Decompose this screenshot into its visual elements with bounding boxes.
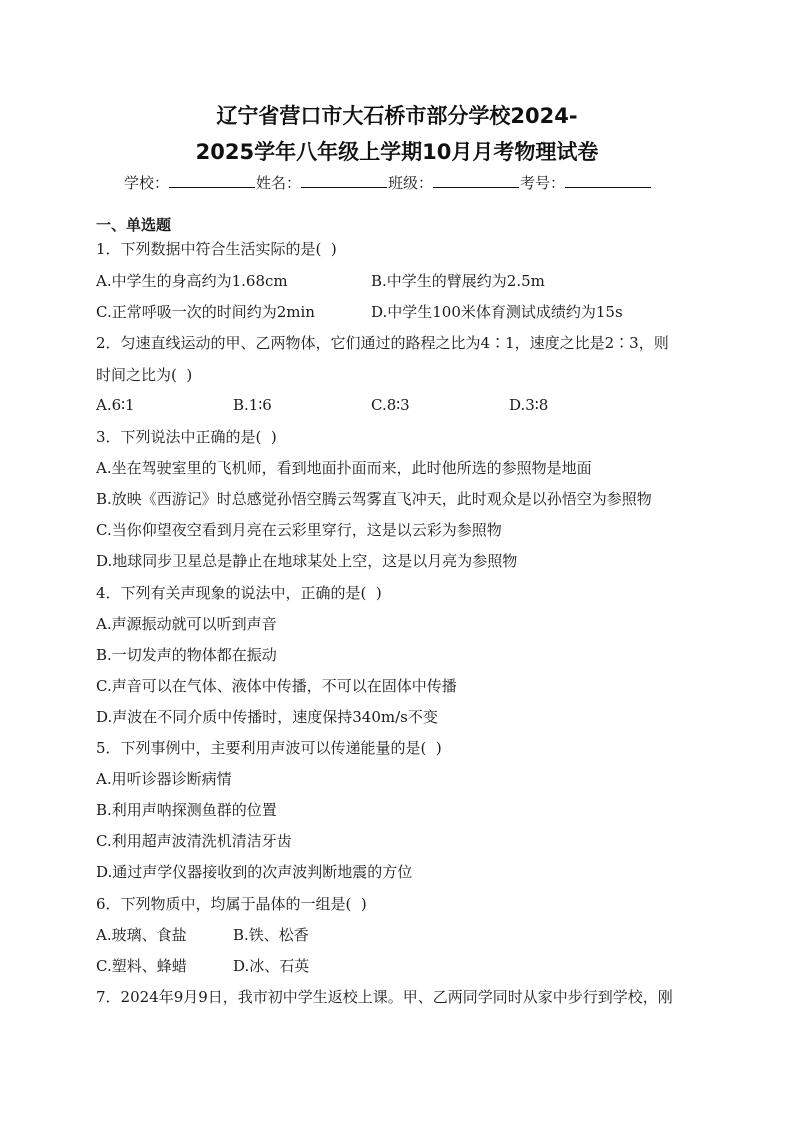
section-heading: 一、单选题 [96, 216, 172, 234]
question-2-stem: 2．匀速直线运动的甲、乙两物体，它们通过的路程之比为4∶1，速度之比是2∶3，则 [96, 334, 669, 352]
question-2-option-c: C.8∶3 [371, 396, 410, 414]
school-blank [169, 172, 255, 188]
question-7-stem: 7．2024年9月9日，我市初中学生返校上课。甲、乙两同学同时从家中步行到学校，刚 [96, 988, 673, 1006]
class-blank [433, 172, 519, 188]
title-line-1: 辽宁省营口市大石桥市部分学校2024- [216, 104, 578, 128]
question-6-option-c: C.塑料、蜂蜡 [96, 957, 187, 975]
question-5-option-c: C.利用超声波清洗机清洁牙齿 [96, 832, 292, 850]
question-6-option-b: B.铁、松香 [233, 926, 309, 944]
question-6-option-d: D.冰、石英 [233, 957, 310, 975]
school-label: 学校： [124, 174, 170, 192]
number-blank [565, 172, 651, 188]
question-5-option-d: D.通过声学仪器接收到的次声波判断地震的方位 [96, 863, 413, 881]
question-3-stem: 3．下列说法中正确的是( ) [96, 428, 277, 446]
name-label: 姓名： [256, 174, 302, 192]
question-4-option-a: A.声源振动就可以听到声音 [96, 615, 277, 633]
question-3-option-c: C.当你仰望夜空看到月亮在云彩里穿行，这是以云彩为参照物 [96, 521, 502, 539]
question-3-option-d: D.地球同步卫星总是静止在地球某处上空，这是以月亮为参照物 [96, 552, 518, 570]
question-2-option-d: D.3∶8 [509, 396, 549, 414]
question-1-stem: 1．下列数据中符合生活实际的是( ) [96, 240, 337, 258]
question-5-option-b: B.利用声呐探测鱼群的位置 [96, 801, 277, 819]
question-5-option-a: A.用听诊器诊断病情 [96, 770, 232, 788]
name-blank [301, 172, 387, 188]
question-6-stem: 6．下列物质中，均属于晶体的一组是( ) [96, 895, 367, 913]
question-1-option-d: D.中学生100米体育测试成绩约为15s [371, 303, 623, 321]
question-6-option-a: A.玻璃、食盐 [96, 926, 187, 944]
question-2-option-a: A.6∶1 [96, 396, 135, 414]
question-2-stem-cont: 时间之比为( ) [96, 366, 193, 384]
question-1-option-c: C.正常呼吸一次的时间约为2min [96, 303, 315, 321]
question-1-option-b: B.中学生的臂展约为2.5m [371, 272, 545, 290]
number-label: 考号： [520, 174, 566, 192]
question-4-option-b: B.一切发声的物体都在振动 [96, 646, 277, 664]
question-4-stem: 4．下列有关声现象的说法中，正确的是( ) [96, 584, 382, 602]
question-1-option-a: A.中学生的身高约为1.68cm [96, 272, 288, 290]
question-2-option-b: B.1∶6 [233, 396, 272, 414]
question-5-stem: 5．下列事例中，主要利用声波可以传递能量的是( ) [96, 739, 442, 757]
question-3-option-b: B.放映《西游记》时总感觉孙悟空腾云驾雾直飞冲天，此时观众是以孙悟空为参照物 [96, 490, 652, 508]
question-4-option-c: C.声音可以在气体、液体中传播，不可以在固体中传播 [96, 677, 457, 695]
student-info-row [124, 172, 652, 193]
question-3-option-a: A.坐在驾驶室里的飞机师，看到地面扑面而来，此时他所选的参照物是地面 [96, 459, 592, 477]
title-line-2: 2025学年八年级上学期10月月考物理试卷 [195, 140, 599, 164]
class-label: 班级： [388, 174, 434, 192]
question-4-option-d: D.声波在不同介质中传播时，速度保持340m/s不变 [96, 708, 438, 726]
